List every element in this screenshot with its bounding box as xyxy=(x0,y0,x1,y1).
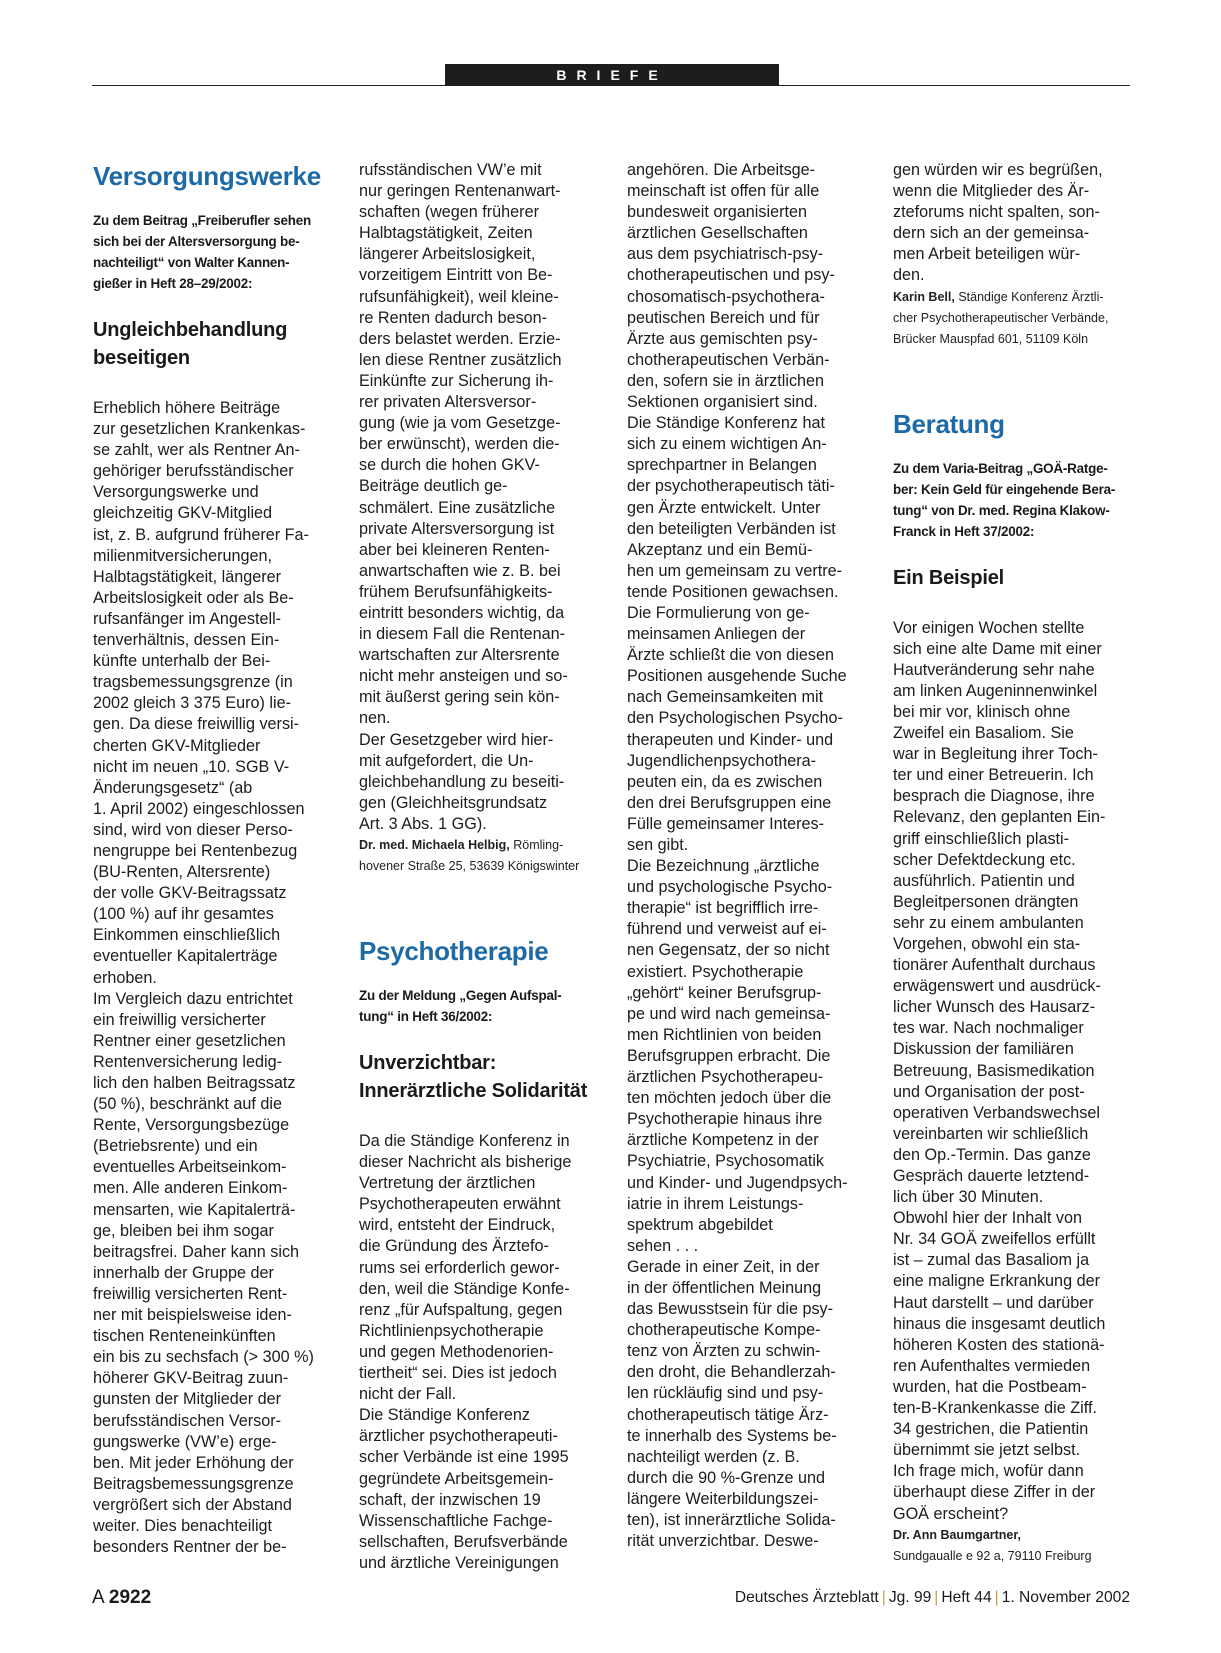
letter-2-body-part-2: angehören. Die Arbeitsge- meinschaft ist offen für alle bundesweit organisierten ärztlichen Gesellschaften aus dem psychiatrisch-psy- chotherapeutischen und psy- chosomatisch-psychothera- peutischen Bereich und für Ärzte aus gemischten psy- chotherapeutischen Verbän- den, sofern sie in ärztlichen Sektionen organisiert sind. Die Ständige Konferenz hat sich zu einem wichtigen An- sprechpartner in Belangen der psychotherapeutisch täti- gen Ärzte entwickelt. Unter den beteiligten Verbänden ist Akzeptanz und ein Bemü- hen um gemeinsam zu vertre- tende Positionen gewachsen. Die Formulierung von ge- meinsamen Anliegen der Ärzte schließt die von diesen Positionen ausgehende Suche nach Gemeinsamkeiten mit den Psychologischen Psycho- therapeuten und Kinder- und Jugendlichenpsychothera- peuten ein, da es zwischen den drei Berufsgruppen eine Fülle gemeinsamer Interes- sen gibt. Die Bezeichnung „ärztliche und psychologische Psycho- therapie“ ist begrifflich irre- führend und verweist auf ei- nen Gegensatz, der so nicht existiert. Psychotherapie „gehört“ keiner Berufsgrup- pe und wird nach gemeinsa- men Richtlinien von beiden Berufsgruppen erbracht. Die ärztlichen Psychotherapeu- ten möchten jedoch über die Psychotherapie hinaus ihre ärztliche Kompetenz in der Psychiatrie, Psychosomatik und Kinder- und Jugendpsych- iatrie in ihrem Leistungs- spektrum abgebildet sehen . . . Gerade in einer Zeit, in der in der öffentlichen Meinung das Bewusstsein für die psy- chotherapeutische Kompe- tenz von Ärzten zu schwin- den droht, die Behandlerzah- len rückläufig sind und psy- chotherapeutisch tätige Ärz- te innerhalb des Systems be- nachteiligt werden (z. B. durch die 90 %-Grenze und längere Weiterbildungszei- ten), ist innerärztliche Solida- rität unverzichtbar. Deswe- xyxy=(627,161,848,1551)
column-2 xyxy=(359,160,603,1574)
letter-3-author: Dr. Ann Baumgartner, xyxy=(893,1527,1022,1542)
column-4 xyxy=(893,160,1137,1567)
letter-1-signature xyxy=(359,835,603,877)
letter-1-body-part-2: rufsständischen VW’e mit nur geringen Rentenanwart- schaften (wegen früherer Halbtagstätigkeit, Zeiten längerer Arbeitslosigkeit, vorzeitigem Eintritt von Be- rufsunfähigkeit), weil kleine- re Renten dadurch beson- ders belastet werden. Erzie- len diese Rentner zusätzlich Einkünfte zur Sicherung ih- rer privaten Altersversor- gung (wie ja vom Gesetzge- ber erwünscht), werden die- se durch die hohen GKV- Beiträge deutlich ge- schmälert. Eine zusätzliche private Altersversorgung ist aber bei kleineren Renten- anwartschaften wie z. B. bei frühem Berufsunfähigkeits- eintritt besonders wichtig, da in diesem Fall die Rentenan- wartschaften zur Altersrente nicht mehr ansteigen und so- mit äußerst gering sein kön- nen. Der Gesetzgeber wird hier- mit aufgefordert, die Un- gleichbehandlung zu beseiti- gen (Gleichheitsgrundsatz Art. 3 Abs. 1 GG). xyxy=(359,161,568,833)
letter-3-signature xyxy=(893,1525,1137,1567)
section-header: BRIEFE xyxy=(445,64,779,86)
letter-2-body-part-3: gen würden wir es begrüßen, wenn die Mitglieder des Är- zteforums nicht spalten, son- dern sich an der gemeinsa- men Arbeit beteiligen wür- den. xyxy=(893,161,1103,285)
column-1 xyxy=(93,160,337,1558)
letter-2-title: Psychotherapie xyxy=(359,936,549,966)
letter-3-address: Sundgaualle e 92 a, 79110 Freiburg xyxy=(893,1548,1092,1563)
journal-issue: Heft 44 xyxy=(941,1589,992,1606)
letter-2-intro: Zu der Meldung „Gegen Aufspal- tung“ in Heft 36/2002: xyxy=(359,988,562,1024)
letter-3-title: Beratung xyxy=(893,408,1005,439)
letter-1-address: Römling- hovener Straße 25, 53639 Königswinter xyxy=(359,838,580,873)
letter-3-headline: Ein Beispiel xyxy=(893,566,1004,589)
letter-1-intro: Zu dem Beitrag „Freiberufler sehen sich bei der Altersversorgung be- nachteiligt“ von Walter Kannen- gießer in Heft 28–29/2002: xyxy=(93,213,311,291)
letter-2-author: Karin Bell, xyxy=(893,289,955,304)
letter-3-intro: Zu dem Varia-Beitrag „GOÄ-Ratge- ber: Kein Geld für eingehende Bera- tung“ von Dr. med. Regina Klakow- Franck in Heft 37/2002: xyxy=(893,460,1116,539)
letter-1-headline: Ungleichbehandlung beseitigen xyxy=(93,319,288,369)
column-3 xyxy=(627,160,871,1552)
letter-2-body-part-1: Da die Ständige Konferenz in dieser Nachricht als bisherige Vertretung der ärztlichen Psychotherapeuten erwähnt wird, entsteht der Eindruck, die Gründung des Ärztefo- rums sei erforderlich gewor- den, weil die Ständige Konfe- renz „für Aufspaltung, gegen Richtlinienpsychotherapie und gegen Methodenorien- tiertheit“ sei. Dies ist jedoch nicht der Fall. Die Ständige Konferenz ärztlicher psychotherapeuti- scher Verbände ist eine 1995 gegründete Arbeitsgemein- schaft, der inzwischen 19 Wissenschaftliche Fachge- sellschaften, Berufsverbände und ärztliche Vereinigungen xyxy=(359,1132,572,1572)
journal-date: 1. November 2002 xyxy=(1001,1589,1130,1606)
letter-1-title: Versorgungswerke xyxy=(93,161,321,191)
letter-2-signature xyxy=(893,287,1137,350)
separator: | xyxy=(934,1589,939,1606)
journal-volume: Jg. 99 xyxy=(888,1589,932,1606)
letter-3-body: Vor einigen Wochen stellte sich eine alte Dame mit einer Hautveränderung sehr nahe am linken Augeninnenwinkel bei mir vor, klinisch ohne Zweifel ein Basaliom. Sie war in Begleitung ihrer Toch- ter und einer Betreuerin. Ich besprach die Diagnose, ihre Relevanz, den geplanten Ein- griff einschließlich plasti- scher Defektdeckung etc. ausführlich. Patientin und Begleitpersonen drängten sehr zu einem ambulanten Vorgehen, obwohl ein sta- tionärer Aufenthalt durchaus erwägenswert und ausdrück- licher Wunsch des Hausarz- tes war. Nach nochmaliger Diskussion der familiären Betreuung, Basismedikation und Organisation der post- operativen Verbandswechsel vereinbarten wir schließlich den Op.-Termin. Das ganze Gespräch dauerte letztend- lich über 30 Minuten. Obwohl hier der Inhalt von Nr. 34 GOÄ zweifellos erfüllt ist – zumal das Basaliom ja eine maligne Erkrankung der Haut darstellt – und darüber hinaus die insgesamt deutlich höheren Kosten des stationä- ren Aufenthaltes vermieden wurden, hat die Postbeam- ten-B-Krankenkasse die Ziff. 34 gestrichen, die Patientin übernimmt sie jetzt selbst. Ich frage mich, wofür dann überhaupt diese Ziffer in der GOÄ erscheint? xyxy=(893,618,1106,1523)
page-number xyxy=(92,1587,151,1609)
letter-2-address: Ständige Konferenz Ärztli- cher Psychotherapeutischer Verbände, Brücker Mauspfad 601, 51109 Köln xyxy=(893,289,1109,346)
letter-2-headline: Unverzichtbar: Innerärztliche Solidarität xyxy=(359,1052,588,1102)
section-spacer xyxy=(359,877,603,935)
separator: | xyxy=(994,1589,999,1606)
letter-1-body-part-1: Erheblich höhere Beiträge zur gesetzlichen Krankenkas- se zahlt, wer als Rentner An- gehöriger berufsständischer Versorgungswerke und gleichzeitig GKV-Mitglied ist, z. B. aufgrund früherer Fa- milienmitversicherungen, Halbtagstätigkeit, längerer Arbeitslosigkeit oder als Be- rufsanfänger im Angestell- tenverhältnis, dessen Ein- künfte unterhalb der Bei- tragsbemessungsgrenze (in 2002 gleich 3 375 Euro) lie- gen. Da diese freiwillig versi- cherten GKV-Mitglieder nicht im neuen „10. SGB V- Änderungsgesetz“ (ab 1. April 2002) eingeschlossen sind, wird von dieser Perso- nengruppe bei Rentenbezug (BU-Renten, Altersrente) der volle GKV-Beitragssatz (100 %) auf ihr gesamtes Einkommen einschließlich eventueller Kapitalerträge erhoben. Im Vergleich dazu entrichtet ein freiwillig versicherter Rentner einer gesetzlichen Rentenversicherung ledig- lich den halben Beitragssatz (50 %), beschränkt auf die Rente, Versorgungsbezüge (Betriebsrente) und ein eventuelles Arbeitseinkom- men. Alle anderen Einkom- mensarten, wie Kapitalerträ- ge, bleiben bei ihm sogar beitragsfrei. Daher kann sich innerhalb der Gruppe der freiwillig versicherten Rent- ner mit beispielsweise iden- tischen Renteneinkünften ein bis zu sechsfach (> 300 %) höherer GKV-Beitrag zuun- gunsten der Mitglieder der berufsständischen Versor- gungswerke (VW’e) erge- ben. Mit jeder Erhöhung der Beitragsbemessungsgrenze vergrößert sich der Abstand weiter. Dies benachteiligt besonders Rentner der be- xyxy=(93,399,314,1557)
separator: | xyxy=(881,1589,886,1606)
page-number-value: 2922 xyxy=(108,1587,152,1608)
letter-1-author: Dr. med. Michaela Helbig, xyxy=(359,838,510,852)
section-spacer xyxy=(893,350,1137,408)
journal-info xyxy=(735,1589,1130,1607)
page-prefix: A xyxy=(92,1587,104,1608)
journal-name: Deutsches Ärzteblatt xyxy=(734,1589,879,1606)
